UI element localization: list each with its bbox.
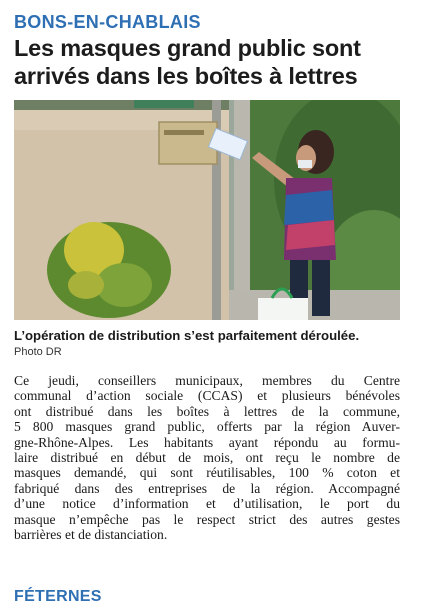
headline-line-2: arrivés dans les boîtes à lettres bbox=[14, 63, 358, 89]
article-line: masques demandé, qui sont réutilisables, 100 % coton et bbox=[14, 465, 400, 481]
headline-line-1: Les masques grand public sont bbox=[14, 35, 361, 61]
section-label: BONS-EN-CHABLAIS bbox=[14, 12, 201, 32]
photo-caption: L’opération de distribution s’est parfaitement déroulée. bbox=[14, 328, 360, 343]
article-line: Ce jeudi, conseillers municipaux, membres du Centre bbox=[14, 373, 400, 388]
article-body bbox=[14, 373, 400, 542]
article-photo bbox=[14, 100, 400, 320]
photo-illustration bbox=[14, 100, 400, 320]
photo-credit: Photo DR bbox=[14, 346, 62, 358]
article-line: 5 800 masques grand public, offerts par la région Auver- bbox=[14, 419, 400, 435]
article-line: masque n’empêche pas le respect strict des autres gestes bbox=[14, 511, 400, 527]
next-section-label: FÉTERNES bbox=[14, 588, 102, 605]
article-line: fabriqué dans des entreprises de la région. Accompagné bbox=[14, 480, 400, 496]
article-line: d’une notice d’information et d’utilisation, le port du bbox=[14, 496, 400, 512]
article-line: communal d’action sociale (CCAS) et plusieurs bénévoles bbox=[14, 388, 400, 404]
article-line: gne-Rhône-Alpes. Les habitants ayant répondu au formu- bbox=[14, 434, 400, 450]
article-line: ont distribué dans les boîtes à lettres de la commune, bbox=[14, 403, 400, 419]
article-line: barrières et de distanciation. bbox=[14, 527, 168, 543]
headline bbox=[14, 34, 434, 90]
article-line: laire distribué en début de mois, ont reçu le nombre de bbox=[14, 450, 400, 466]
